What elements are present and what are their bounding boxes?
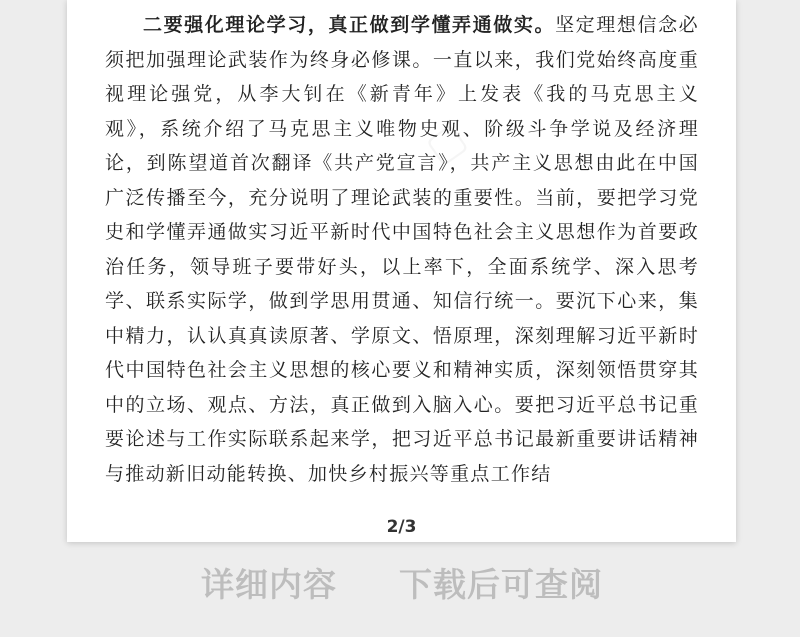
paragraph-body: 坚定理想信念必须把加强理论武装作为终身必修课。一直以来，我们党始终高度重视理论强党，从李大钊在《新青年》上发表《我的马克思主义观》，系统介绍了马克思主义唯物史观、阶级斗争学说及经济理论，到陈望道首次翻译《共产党宣言》，共产主义思想由此在中国广泛传播至今，充分说明了理论武装的重要性。当前，要把学习党史和学懂弄通做实习近平新时代中国特色社会主义思想作为首要政治任务，领导班子要带好头，以上率下，全面系统学、深入思考学、联系实际学，做到学思用贯通、知信行统一。要沉下心来，集中精力，认认真真读原著、学原文、悟原理，深刻理解习近平新时代中国特色社会主义思想的核心要义和精神实质，深刻领悟贯穿其中的立场、观点、方法，真正做到入脑入心。要把习近平总书记重要论述与工作实际联系起来学，把习近平总书记最新重要讲话精神与推动新旧动能转换、加快乡村振兴等重点工作结: [105, 14, 699, 485]
paragraph: [105, 8, 699, 491]
paragraph-lead: 二要强化理论学习，真正做到学懂弄通做实。: [143, 14, 556, 36]
document-body: [105, 8, 699, 491]
page-number: 2/3: [386, 517, 417, 537]
document-page: [67, 0, 736, 542]
download-footer: [0, 562, 800, 608]
details-label: 详细内容: [201, 565, 337, 604]
download-hint: 下载后可查阅: [399, 565, 603, 604]
